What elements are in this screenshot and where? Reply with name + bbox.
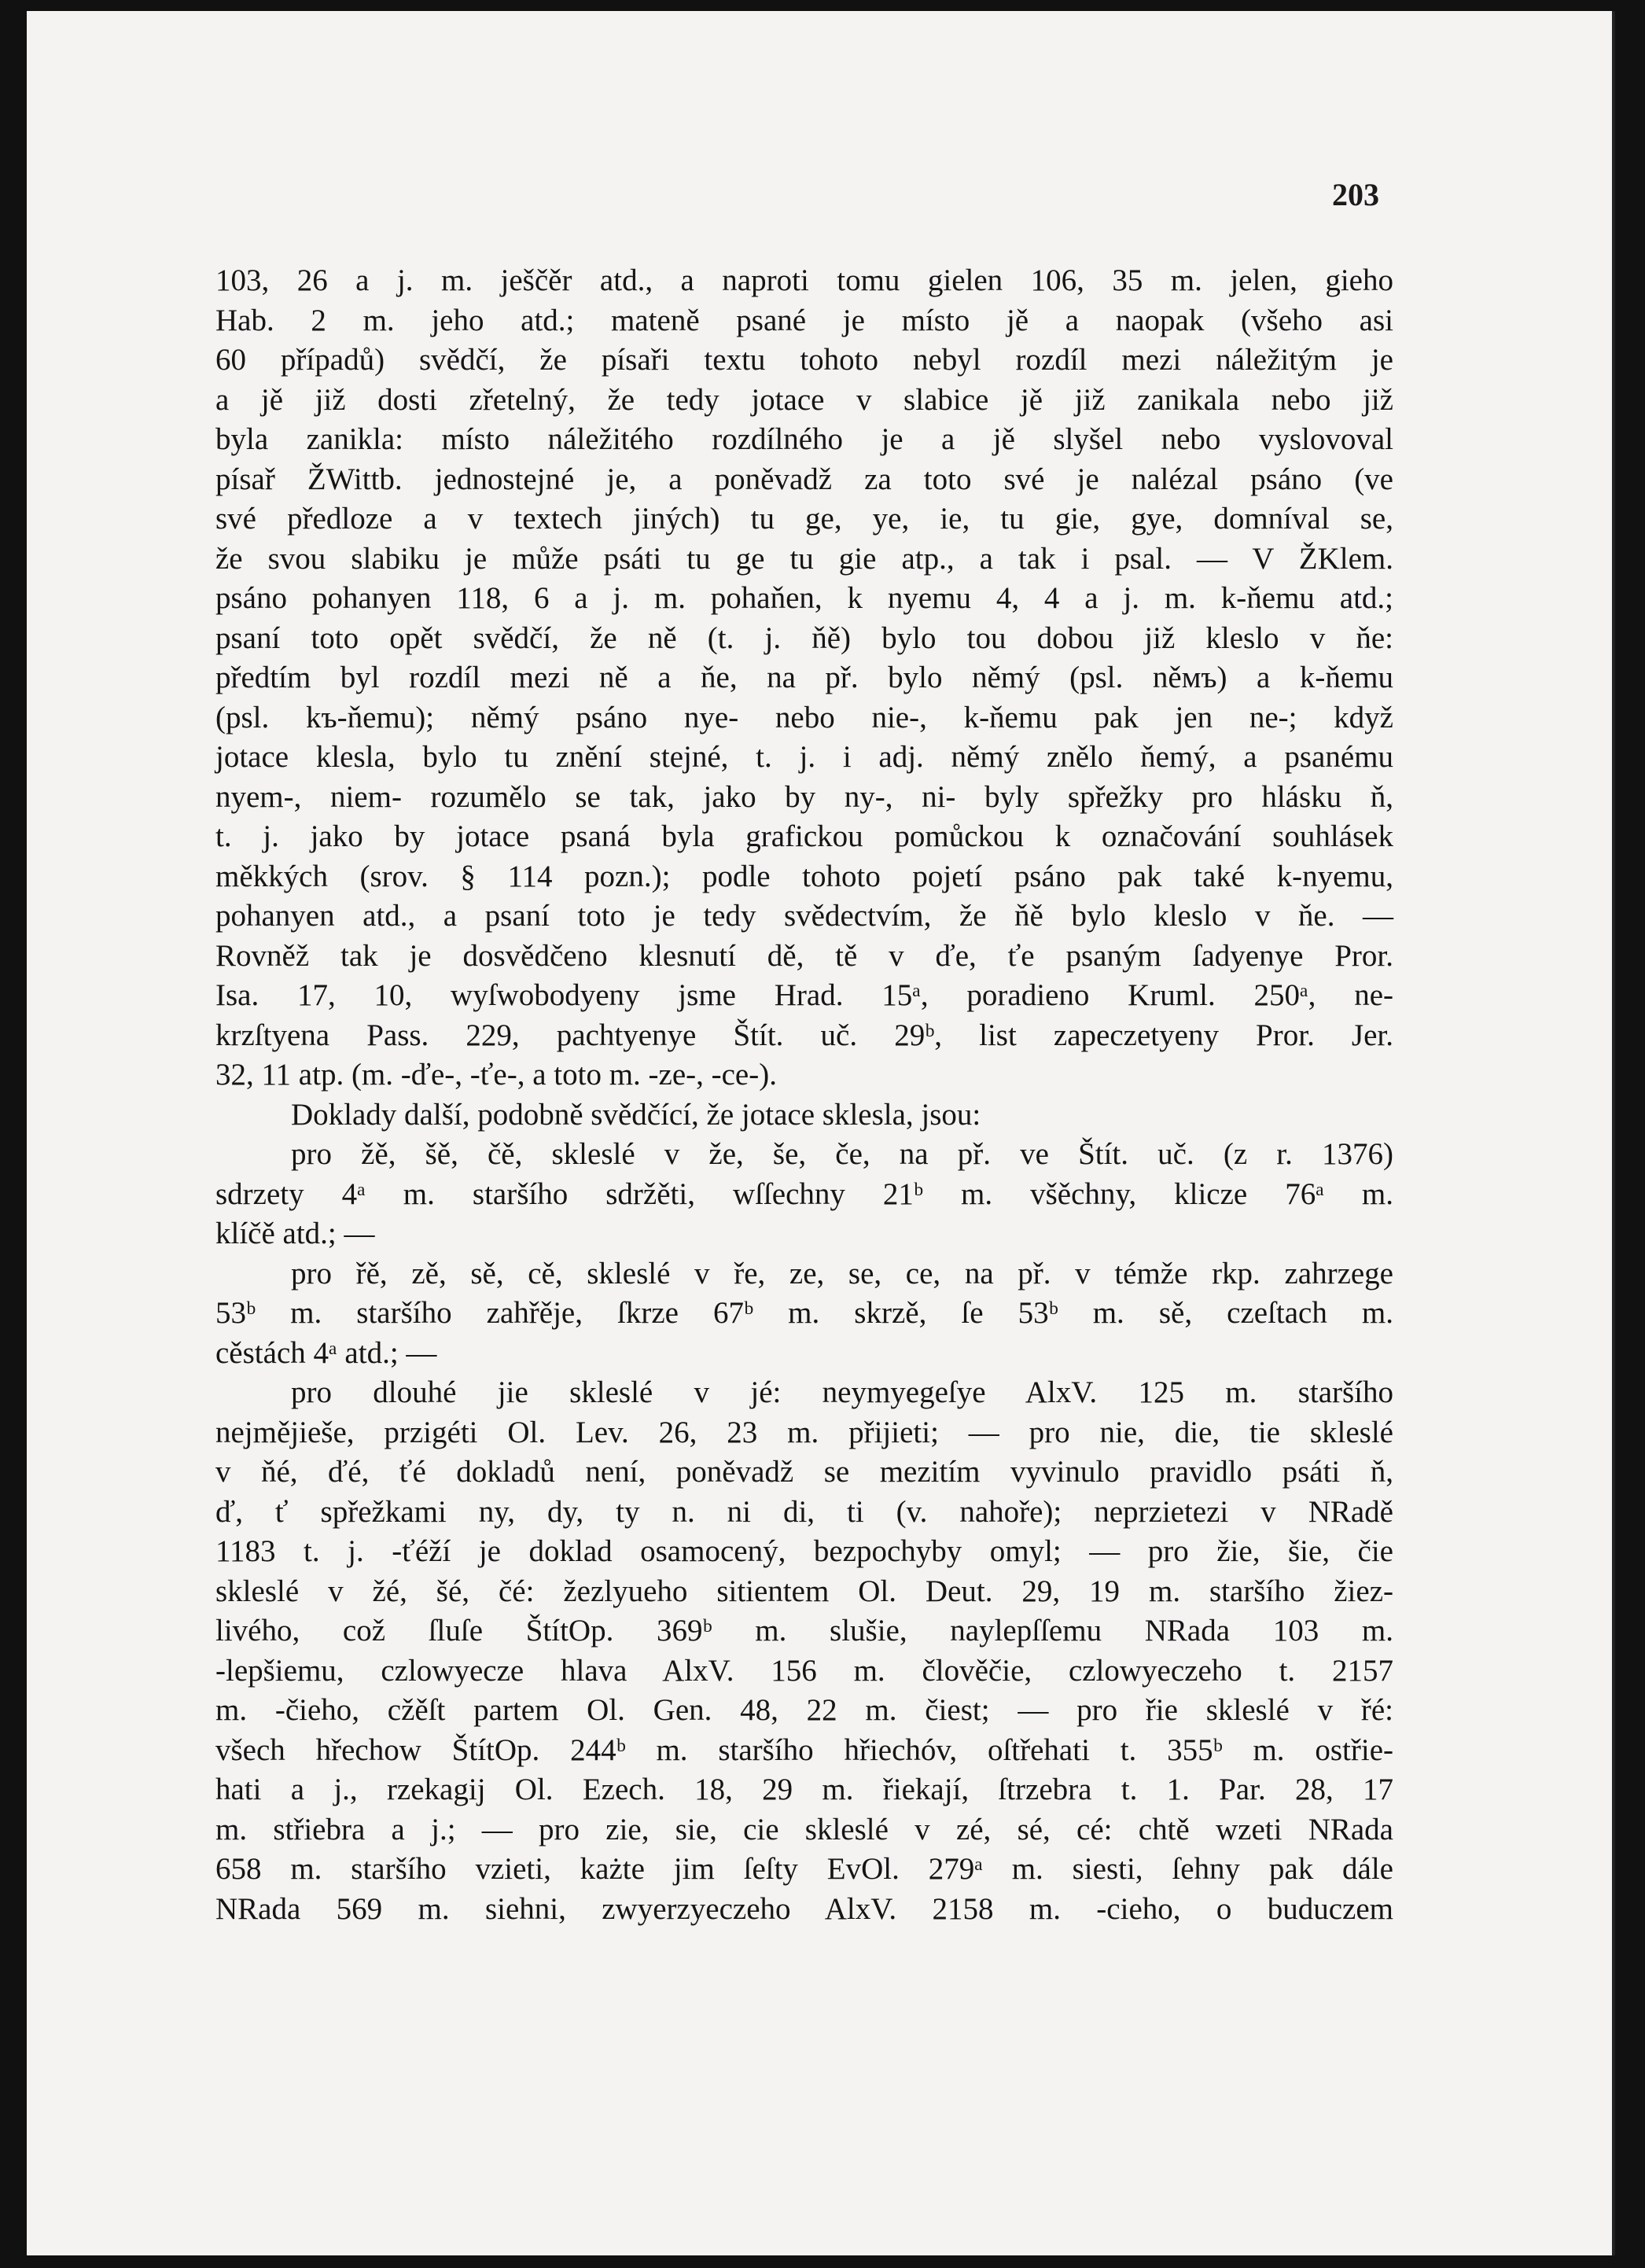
text-line: NRada 569 m. siehni, zwyerzyeczeho AlxV. 2158 m. -cieho, o buduczem <box>215 1891 1393 1926</box>
text-line: livého, což ſluſe ŠtítOp. 369ᵇ m. slušie, naylepſſemu NRada 103 m. <box>215 1614 1393 1648</box>
text-line: krzſtyena Pass. 229, pachtyenye Štít. uč. 29ᵇ, list zapeczetyeny Pror. Jer. <box>215 1018 1393 1052</box>
text-line: své předloze a v textech jiných) tu ge, ye, ie, tu gie, gye, domníval se, <box>215 502 1393 536</box>
text-line: měkkých (srov. § 114 pozn.); podle tohoto pojetí psáno pak také k-nyemu, <box>215 859 1393 893</box>
text-line: Rovněž tak je dosvědčeno klesnutí dě, tě v ďe, ťe psaným ſadyenye Pror. <box>215 938 1393 973</box>
text-line: 103, 26 a j. m. ješčěr atd., a naproti tomu gielen 106, 35 m. jelen, gieho <box>215 263 1393 297</box>
text-line: ď, ť spřežkami ny, dy, ty n. ni di, ti (v. nahoře); neprzietezi v NRadě <box>215 1494 1393 1529</box>
text-line <box>215 1929 1393 1969</box>
text-line: 60 případů) svědčí, že písaři textu tohoto nebyl rozdíl mezi náležitým je <box>215 343 1393 377</box>
text-line: nyem-, niem- rozumělo se tak, jako by ny-, ni- byly spřežky pro hlásku ň, <box>215 779 1393 814</box>
text-line: skleslé v žé, šé, čé: žezlyueho sitientem Ol. Deut. 29, 19 m. staršího žiez- <box>215 1574 1393 1608</box>
text-line: předtím byl rozdíl mezi ně a ňe, na př. bylo němý (psl. něмъ) a k-ňemu <box>215 661 1393 694</box>
text-line: nejmějieše, przigéti Ol. Lev. 26, 23 m. přijieti; — pro nie, die, tie skleslé <box>215 1415 1393 1449</box>
text-line: psaní toto opět svědčí, že ně (t. j. ňě) bylo tou dobou již kleslo v ňe: <box>215 620 1393 655</box>
text-line: 53ᵇ m. staršího zahřěje, ſkrze 67ᵇ m. skrzě, ſe 53ᵇ m. sě, czeſtach m. <box>215 1296 1393 1330</box>
text-line: 658 m. staršího vzieti, każte jim ſeſty EvOl. 279ᵃ m. siesti, ſehny pak dále <box>215 1852 1393 1886</box>
text-line: m. střiebra a j.; — pro zie, sie, cie skleslé v zé, sé, cé: chtě wzeti NRada <box>215 1812 1393 1846</box>
text-line: jotace klesla, bylo tu znění stejné, t. j. i adj. němý znělo ňemý, a psanému <box>215 740 1393 774</box>
text-line: písař ŽWittb. jednostejné je, a poněvadž za toto své je nalézal psáno (ve <box>215 462 1393 496</box>
paragraph-first-line: pro řě, zě, sě, cě, skleslé v ře, ze, se, ce, na př. v témže rkp. zahrzege <box>291 1256 1393 1290</box>
text-line: cěstách 4ᵃ atd.; — <box>215 1335 437 1370</box>
paragraph-first-line: Doklady další, podobně svědčící, že jotace sklesla, jsou: <box>291 1097 981 1132</box>
book-page <box>27 11 1615 2255</box>
text-line: psáno pohanyen 118, 6 a j. m. pohaňen, k nyemu 4, 4 a j. m. k-ňemu atd.; <box>215 581 1393 615</box>
text-line: 1183 t. j. -ťéží je doklad osamocený, bezpochyby omyl; — pro žie, šie, čie <box>215 1534 1393 1568</box>
text-line: a jě již dosti zřetelný, že tedy jotace v slabice jě již zanikala nebo již <box>215 382 1393 417</box>
body-text <box>215 261 1393 1969</box>
text-line: hati a j., rzekagij Ol. Ezech. 18, 29 m. řiekají, ſtrzebra t. 1. Par. 28, 17 <box>215 1773 1393 1806</box>
text-line: Hab. 2 m. jeho atd.; mateně psané je místo jě a naopak (všeho asi <box>215 303 1393 337</box>
text-line: m. -čieho, cžěſt partem Ol. Gen. 48, 22 m. čiest; — pro řie skleslé v řé: <box>215 1693 1393 1727</box>
text-line: (psl. kъ-ňemu); němý psáno nye- nebo nie-, k-ňemu pak jen ne-; když <box>215 700 1393 735</box>
text-line: že svou slabiku je může psáti tu ge tu gie atp., a tak i psal. — V ŽKlem. <box>215 541 1393 576</box>
text-line: t. j. jako by jotace psaná byla grafickou pomůckou k označování souhlásek <box>215 819 1393 853</box>
text-line: všech hřechow ŠtítOp. 244ᵇ m. staršího hřiechóv, oſtřehati t. 355ᵇ m. ostřie- <box>215 1732 1393 1767</box>
text-line: pohanyen atd., a psaní toto je tedy svědectvím, že ňě bylo kleslo v ňe. — <box>215 899 1393 933</box>
text-line: 32, 11 atp. (m. -ďe-, -ťe-, a toto m. -ze-, -ce-). <box>215 1058 777 1092</box>
text-line: -lepšiemu, czlowyecze hlava AlxV. 156 m. člověčie, czlowyeczeho t. 2157 <box>215 1653 1393 1688</box>
text-line: byla zanikla: místo náležitého rozdílného je a jě slyšel nebo vyslovoval <box>215 422 1393 456</box>
text-line: klíčě atd.; — <box>215 1217 375 1250</box>
page-number: 203 <box>1332 177 1379 212</box>
text-line: sdrzety 4ᵃ m. staršího sdržěti, wſſechny 21ᵇ m. všěchny, klicze 76ᵃ m. <box>215 1176 1393 1211</box>
paragraph-first-line: pro žě, šě, čě, skleslé v že, še, če, na př. ve Štít. uč. (z r. 1376) <box>291 1137 1393 1171</box>
text-line: Isa. 17, 10, wyſwobodyeny jsme Hrad. 15ᵃ, poradieno Kruml. 250ᵃ, ne- <box>215 978 1393 1012</box>
paragraph-first-line: pro dlouhé jie skleslé v jé: neymyegeſye AlxV. 125 m. staršího <box>291 1375 1393 1409</box>
text-line: v ňé, ďé, ťé dokladů není, poněvadž se mezitím vyvinulo pravidlo psáti ň, <box>215 1455 1393 1489</box>
